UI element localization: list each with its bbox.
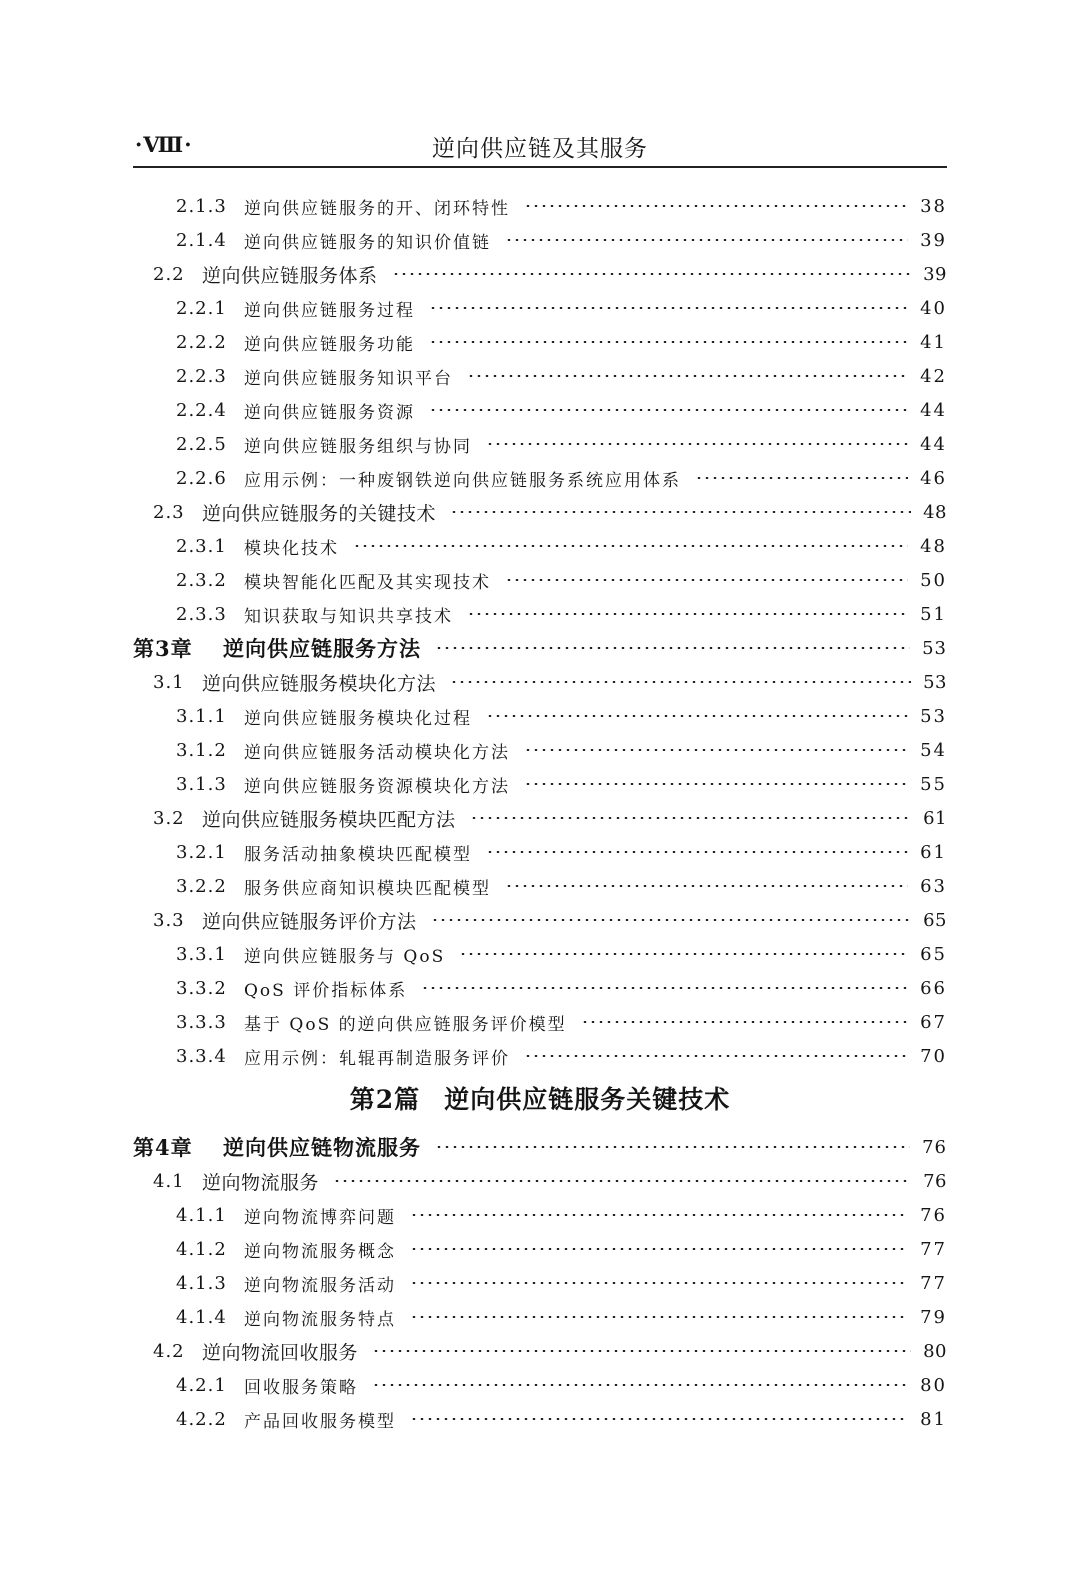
toc-entry-title: 知识获取与知识共享技术 — [244, 606, 453, 627]
header-book-title: 逆向供应链及其服务 — [432, 136, 648, 162]
toc-entry-number: 3.1.2 — [176, 739, 227, 761]
toc-entry-title: 逆向供应链服务资源 — [244, 402, 415, 423]
toc-entry-number: 2.3 — [153, 501, 185, 523]
toc-entry-number: 第4章 — [133, 1135, 193, 1160]
toc-subsection-entry[interactable] — [176, 733, 947, 767]
toc-leader-dots — [429, 341, 908, 343]
toc-entry-title: 逆向供应链物流服务 — [223, 1135, 421, 1160]
toc-subsection-entry[interactable] — [176, 223, 947, 257]
toc-leader-dots — [410, 1214, 908, 1216]
toc-leader-dots — [429, 409, 908, 411]
toc-entry-page: 80 — [920, 1374, 947, 1396]
part-title: 逆向供应链服务关键技术 — [444, 1085, 731, 1114]
toc-section-entry[interactable] — [153, 1164, 947, 1198]
toc-leader-dots — [505, 885, 908, 887]
toc-entry-number: 4.1.3 — [176, 1272, 227, 1294]
toc-entry-number: 2.3.3 — [176, 603, 227, 625]
toc-entry-number: 4.2.2 — [176, 1408, 227, 1430]
header-page-number: ·Ⅷ· — [135, 132, 193, 157]
toc-leader-dots — [410, 1316, 908, 1318]
toc-subsection-entry[interactable] — [176, 1402, 947, 1436]
toc-section-entry[interactable] — [153, 903, 947, 937]
toc-entry-title: 逆向供应链服务模块化过程 — [244, 708, 472, 729]
toc-entry-title: 逆向供应链服务的关键技术 — [202, 502, 437, 525]
toc-entry-number: 4.1.4 — [176, 1306, 227, 1328]
toc-entry-number: 3.3.4 — [176, 1045, 227, 1067]
toc-entry-page: 61 — [920, 841, 947, 863]
toc-entry-title: 逆向物流博弈问题 — [244, 1207, 396, 1228]
toc-entry-page: 76 — [922, 1136, 947, 1158]
toc-entry-title: 服务供应商知识模块匹配模型 — [244, 878, 491, 899]
toc-entry-title: 逆向供应链服务模块化方法 — [202, 672, 437, 695]
toc-leader-dots — [486, 851, 908, 853]
toc-entry-number: 2.1.4 — [176, 229, 227, 251]
toc-subsection-entry[interactable] — [176, 1198, 947, 1232]
toc-entry-page: 41 — [920, 331, 947, 353]
toc-subsection-entry[interactable] — [176, 1005, 947, 1039]
toc-subsection-entry[interactable] — [176, 393, 947, 427]
toc-entry-title: 逆向供应链服务组织与协同 — [244, 436, 472, 457]
toc-entry-title: 逆向供应链服务方法 — [223, 636, 421, 661]
toc-entry-number: 3.3.1 — [176, 943, 227, 965]
toc-entry-title: 逆向供应链服务模块匹配方法 — [202, 808, 456, 831]
toc-entry-page: 39 — [920, 229, 947, 251]
toc-entry-page: 63 — [920, 875, 947, 897]
toc-leader-dots — [505, 239, 908, 241]
toc-entry-page: 77 — [920, 1238, 947, 1260]
toc-entry-page: 76 — [920, 1204, 947, 1226]
toc-entry-page: 53 — [922, 637, 947, 659]
toc-entry-title: 逆向供应链服务功能 — [244, 334, 415, 355]
toc-entry-page: 51 — [920, 603, 947, 625]
toc-leader-dots — [486, 443, 908, 445]
toc-subsection-entry[interactable] — [176, 1300, 947, 1334]
toc-entry-title: 逆向供应链服务的开、闭环特性 — [244, 198, 510, 219]
toc-leader-dots — [392, 273, 912, 275]
toc-subsection-entry[interactable] — [176, 461, 947, 495]
toc-entry-title: 应用示例：一种废钢铁逆向供应链服务系统应用体系 — [244, 470, 681, 491]
toc-entry-page: 67 — [920, 1011, 947, 1033]
toc-entry-number: 3.2.1 — [176, 841, 227, 863]
toc-leader-dots — [372, 1350, 911, 1352]
toc-leader-dots — [486, 715, 908, 717]
toc-entry-title: 逆向物流回收服务 — [202, 1341, 359, 1364]
toc-leader-dots — [695, 477, 908, 479]
toc-leader-dots — [581, 1021, 908, 1023]
toc-entry-page: 42 — [920, 365, 947, 387]
toc-subsection-entry[interactable] — [176, 325, 947, 359]
toc-subsection-entry[interactable] — [176, 937, 947, 971]
toc-entry-number: 3.3 — [153, 909, 185, 931]
toc-entry-number: 4.2.1 — [176, 1374, 227, 1396]
toc-entry-title: 回收服务策略 — [244, 1377, 358, 1398]
toc-leader-dots — [333, 1180, 911, 1182]
toc-leader-dots — [470, 817, 912, 819]
toc-section-entry[interactable] — [153, 801, 947, 835]
toc-entry-page: 44 — [920, 399, 947, 421]
toc-entry-title: 逆向物流服务 — [202, 1171, 320, 1194]
toc-entry-number: 2.2.3 — [176, 365, 227, 387]
toc-entry-page: 79 — [920, 1306, 947, 1328]
toc-leader-dots — [459, 953, 908, 955]
toc-entry-number: 2.2.5 — [176, 433, 227, 455]
toc-entry-page: 40 — [920, 297, 947, 319]
toc-entry-page: 50 — [920, 569, 947, 591]
toc-entry-page: 61 — [923, 807, 947, 829]
toc-entry-page: 53 — [923, 671, 947, 693]
toc-entry-number: 2.2.2 — [176, 331, 227, 353]
toc-section-entry[interactable] — [153, 495, 947, 529]
toc-subsection-entry[interactable] — [176, 529, 947, 563]
toc-entry-title: 基于 QoS 的逆向供应链服务评价模型 — [244, 1014, 567, 1035]
toc-entry-number: 3.2.2 — [176, 875, 227, 897]
part-heading — [0, 1080, 1080, 1116]
toc-entry-page: 80 — [923, 1340, 947, 1362]
toc-subsection-entry[interactable] — [176, 1039, 947, 1073]
toc-entry-number: 2.2.6 — [176, 467, 227, 489]
toc-entry-page: 48 — [920, 535, 947, 557]
toc-entry-number: 3.1.3 — [176, 773, 227, 795]
toc-subsection-entry[interactable] — [176, 835, 947, 869]
toc-entry-number: 2.1.3 — [176, 195, 227, 217]
toc-entry-number: 4.1 — [153, 1170, 185, 1192]
toc-entry-page: 76 — [923, 1170, 947, 1192]
toc-entry-number: 2.2.1 — [176, 297, 227, 319]
toc-subsection-entry[interactable] — [176, 767, 947, 801]
toc-leader-dots — [467, 613, 908, 615]
toc-entry-title: 逆向供应链服务体系 — [202, 264, 378, 287]
toc-entry-page: 65 — [920, 943, 947, 965]
toc-chapter-entry[interactable] — [133, 631, 947, 665]
toc-entry-page: 65 — [923, 909, 947, 931]
toc-entry-title: 模块智能化匹配及其实现技术 — [244, 572, 491, 593]
toc-leader-dots — [410, 1282, 908, 1284]
toc-entry-title: 逆向供应链服务的知识价值链 — [244, 232, 491, 253]
toc-entry-number: 2.3.2 — [176, 569, 227, 591]
toc-entry-number: 第3章 — [133, 636, 193, 661]
toc-entry-number: 3.2 — [153, 807, 185, 829]
toc-entry-title: 逆向供应链服务过程 — [244, 300, 415, 321]
toc-leader-dots — [450, 681, 911, 683]
toc-entry-page: 44 — [920, 433, 947, 455]
toc-leader-dots — [431, 919, 912, 921]
running-header — [133, 128, 947, 168]
toc-subsection-entry[interactable] — [176, 699, 947, 733]
toc-leader-dots — [524, 1055, 908, 1057]
toc-section-entry[interactable] — [153, 1334, 947, 1368]
toc-entry-title: 逆向供应链服务知识平台 — [244, 368, 453, 389]
toc-entry-page: 53 — [920, 705, 947, 727]
toc-entry-number: 3.3.2 — [176, 977, 227, 999]
toc-leader-dots — [435, 1146, 910, 1148]
toc-leader-dots — [353, 545, 908, 547]
toc-entry-title: 应用示例：轧辊再制造服务评价 — [244, 1048, 510, 1069]
toc-section-entry[interactable] — [153, 665, 947, 699]
toc-entry-page: 48 — [923, 501, 947, 523]
toc-entry-page: 54 — [920, 739, 947, 761]
toc-leader-dots — [467, 375, 908, 377]
toc-subsection-entry[interactable] — [176, 1232, 947, 1266]
toc-entry-title: 逆向物流服务活动 — [244, 1275, 396, 1296]
toc-leader-dots — [410, 1248, 908, 1250]
toc-leader-dots — [524, 783, 908, 785]
toc-entry-page: 38 — [920, 195, 947, 217]
toc-entry-title: 逆向供应链服务与 QoS — [244, 946, 446, 967]
toc-leader-dots — [524, 749, 908, 751]
toc-subsection-entry[interactable] — [176, 869, 947, 903]
toc-subsection-entry[interactable] — [176, 189, 947, 223]
toc-leader-dots — [524, 205, 908, 207]
toc-entry-title: QoS 评价指标体系 — [244, 980, 408, 1001]
toc-subsection-entry[interactable] — [176, 1266, 947, 1300]
toc-section-entry[interactable] — [153, 257, 947, 291]
toc-entry-title: 逆向供应链服务活动模块化方法 — [244, 742, 510, 763]
toc-subsection-entry[interactable] — [176, 563, 947, 597]
toc-entry-title: 服务活动抽象模块匹配模型 — [244, 844, 472, 865]
toc-leader-dots — [372, 1384, 908, 1386]
toc-entry-title: 产品回收服务模型 — [244, 1411, 396, 1432]
toc-subsection-entry[interactable] — [176, 291, 947, 325]
toc-entry-page: 39 — [923, 263, 947, 285]
toc-entry-title: 逆向供应链服务资源模块化方法 — [244, 776, 510, 797]
toc-entry-number: 4.2 — [153, 1340, 185, 1362]
toc-subsection-entry[interactable] — [176, 597, 947, 631]
toc-leader-dots — [421, 987, 908, 989]
toc-leader-dots — [429, 307, 908, 309]
toc-entry-number: 4.1.2 — [176, 1238, 227, 1260]
toc-subsection-entry[interactable] — [176, 427, 947, 461]
part-number: 第2篇 — [349, 1085, 421, 1114]
toc-entry-page: 46 — [920, 467, 947, 489]
toc-entry-page: 55 — [920, 773, 947, 795]
toc-subsection-entry[interactable] — [176, 971, 947, 1005]
toc-entry-page: 81 — [920, 1408, 947, 1430]
toc-leader-dots — [505, 579, 908, 581]
toc-subsection-entry[interactable] — [176, 359, 947, 393]
toc-chapter-entry[interactable] — [133, 1130, 947, 1164]
toc-entry-number: 3.1.1 — [176, 705, 227, 727]
toc-entry-title: 模块化技术 — [244, 538, 339, 559]
toc-entry-number: 2.2.4 — [176, 399, 227, 421]
toc-entry-number: 2.3.1 — [176, 535, 227, 557]
toc-entry-number: 4.1.1 — [176, 1204, 227, 1226]
toc-entry-number: 2.2 — [153, 263, 185, 285]
toc-entry-page: 66 — [920, 977, 947, 999]
toc-leader-dots — [410, 1418, 908, 1420]
toc-entry-title: 逆向物流服务特点 — [244, 1309, 396, 1330]
toc-entry-page: 77 — [920, 1272, 947, 1294]
toc-leader-dots — [450, 511, 911, 513]
toc-entry-page: 70 — [920, 1045, 947, 1067]
toc-entry-title: 逆向供应链服务评价方法 — [202, 910, 417, 933]
toc-entry-number: 3.3.3 — [176, 1011, 227, 1033]
toc-entry-title: 逆向物流服务概念 — [244, 1241, 396, 1262]
toc-leader-dots — [435, 647, 910, 649]
toc-entry-number: 3.1 — [153, 671, 185, 693]
toc-subsection-entry[interactable] — [176, 1368, 947, 1402]
